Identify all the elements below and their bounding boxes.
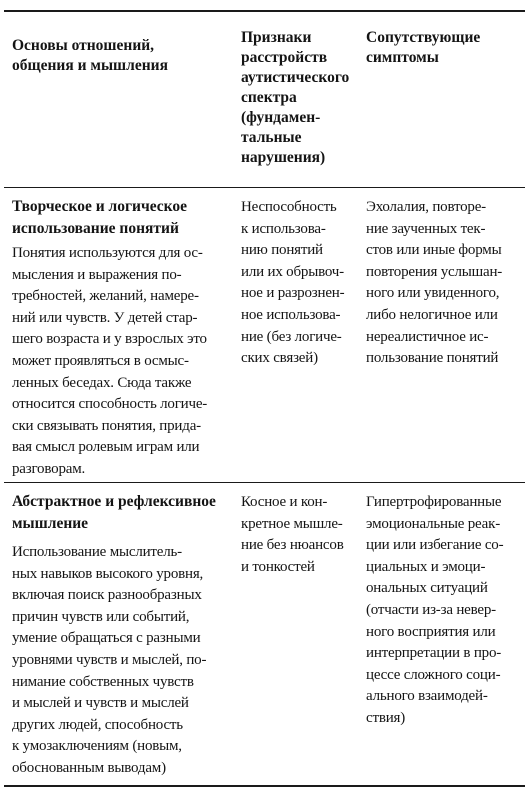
header-asd-signs: Признаки расстройств аутистического спектра (фундамен- тальные нарушения)	[241, 29, 350, 166]
row-separator-rule	[4, 482, 525, 483]
row-description: Понятия используются для ос- мысления и выражения по- требностей, желаний, намере- ний или чувств. У детей стар- шего возраста и у взрослых это может проявляться в осмыс- ленных беседах. Сюда также относится способность логиче- ски связывать понятия, прида- вая смысл ролевым играм или разговорам.	[12, 245, 208, 477]
row-disorder: Неспособность к использова- нию понятий или их обрывоч- ное и разрознен- ное использова- ние (без логиче- ских связей)	[241, 199, 345, 367]
row-disorder: Косное и кон- кретное мышле- ние без нюансов и тонкостей	[241, 494, 344, 575]
row-title: Творческое и логическое использование понятий	[12, 198, 188, 237]
header-associated-symptoms: Сопутствующие симптомы	[366, 29, 481, 66]
table-top-rule	[4, 10, 525, 12]
header-separator-rule	[4, 187, 525, 188]
table-bottom-rule	[4, 785, 525, 787]
row-description: Использование мыслитель- ных навыков высокого уровня, включая поиск разнообразных причин чувств или событий, умение обращаться с разными уровнями чувств и мыслей, по- нимание собственных чувств и мыслей и чувств и мыслей других людей, способность к умозаключениям (новым, обоснованным выводам)	[12, 544, 207, 776]
row-symptoms: Эхолалия, повторе- ние заученных тек- стов или иные формы повторения услышан- ного или увиденного, либо нелогичное или нереалистичное ис- пользование понятий	[366, 199, 503, 367]
header-relations-basis: Основы отношений, общения и мышления	[12, 37, 168, 74]
row-symptoms: Гипертрофированные эмоциональные реак- ции или избегание со- циальных и эмоци- ональных ситуаций (отчасти из-за невер- ного восприятия или интерпретации в про- цессе сложного соци- ального взаимодей- ствия)	[366, 494, 504, 726]
row-title: Абстрактное и рефлексивное мышление	[12, 493, 216, 532]
